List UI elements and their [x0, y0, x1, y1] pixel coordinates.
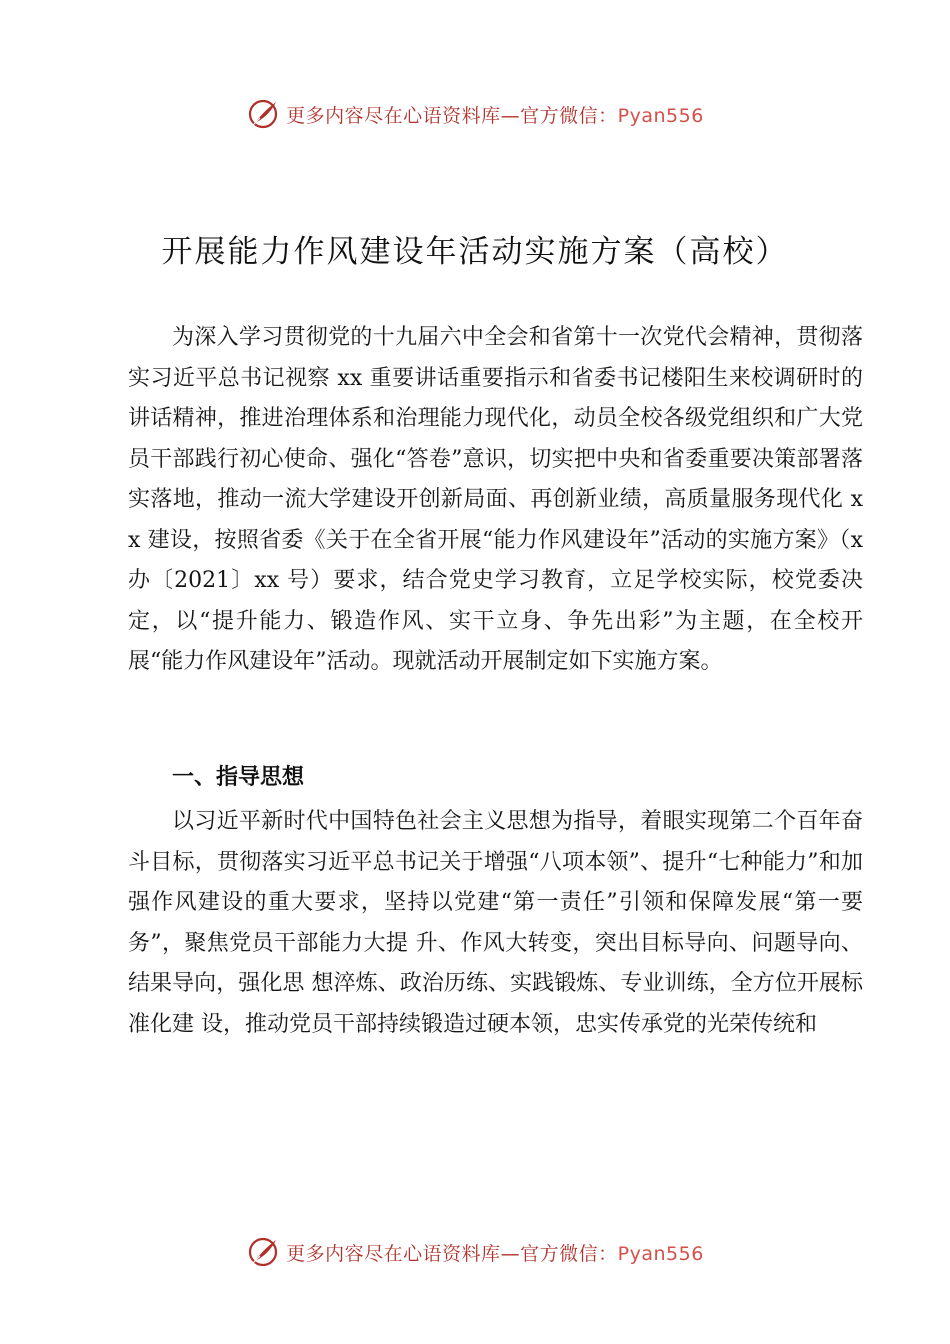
header-banner-wechat-id: Pyan556	[617, 104, 704, 127]
guiding-ideology-paragraph: 以习近平新时代中国特色社会主义思想为指导，着眼实现第二个百年奋斗目标，贯彻落实习近平总书记关于增强“八项本领”、提升“七种能力”和加强作风建设的重大要求，坚持以党建“第一责任”引领和保障发展“第一要务”，聚焦党员干部能力大提 升、作风大转变，突出目标导向、问题导向、结果导向，强化思 想淬炼、政治历练、实践锻炼、专业训练，全方位开展标准化建 设，推动党员干部持续锻造过硬本领，忠实传承党的光荣传统和	[128, 809, 863, 1037]
footer-banner-text	[286, 1239, 704, 1266]
feather-pen-logo-icon	[246, 1235, 280, 1269]
footer-banner	[0, 1232, 950, 1272]
section-heading: 一、指导思想	[172, 765, 305, 790]
footer-banner-cn: 更多内容尽在心语资料库—官方微信：	[286, 1242, 618, 1265]
document-title: 开展能力作风建设年活动实施方案（高校）	[161, 234, 789, 270]
intro-paragraph: 为深入学习贯彻党的十九届六中全会和省第十一次党代会精神，贯彻落实习近平总书记视察 xx 重要讲话重要指示和省委书记楼阳生来校调研时的讲话精神，推进治理体系和治理能力现代化，动员全校各级党组织和广大党员干部践行初心使命、强化“答卷”意识，切实把中央和省委重要决策部署落实落地，推动一流大学建设开创新局面、再创新业绩，高质量服务现代化 xx 建设，按照省委《关于在全省开展“能力作风建设年”活动的实施方案》（x 办〔2021〕xx 号）要求，结合党史学习教育，立足学校实际，校党委决定，以“提升能力、锻造作风、实干立身、争先出彩”为主题，在全校开展“能力作风建设年”活动。现就活动开展制定如下实施方案。	[128, 325, 863, 674]
footer-banner-wechat-id: Pyan556	[617, 1242, 704, 1265]
guiding-ideology-paragraph-block	[128, 802, 863, 1045]
header-banner-text	[286, 101, 704, 128]
intro-paragraph-block	[128, 318, 863, 683]
header-banner	[0, 94, 950, 134]
header-banner-cn: 更多内容尽在心语资料库—官方微信：	[286, 104, 618, 127]
feather-pen-logo-icon	[246, 97, 280, 131]
